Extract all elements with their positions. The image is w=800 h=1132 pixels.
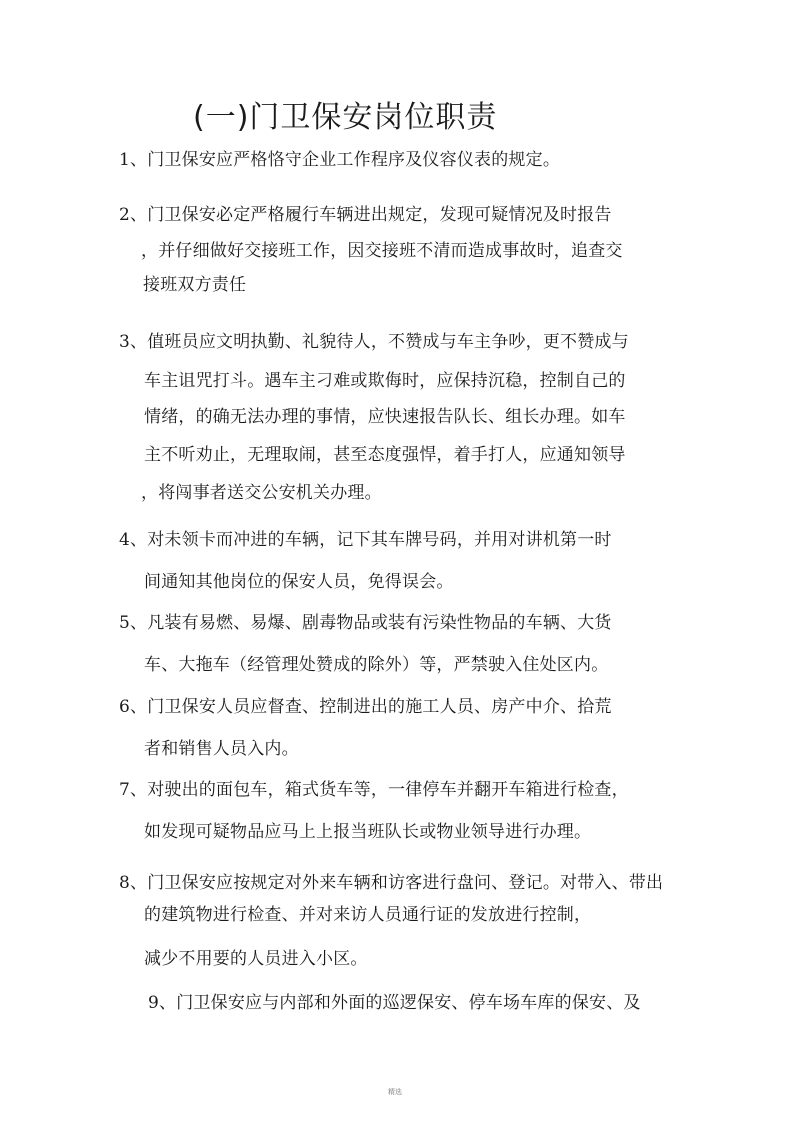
item-4-line-1: 4、对未领卡而冲进的车辆，记下其车牌号码，并用对讲机第一时 (119, 530, 612, 550)
document-title: (一)门卫保安岗位职责 (193, 100, 498, 135)
item-3-line-4: 主不听劝止，无理取闹，甚至态度强悍，着手打人，应通知领导 (144, 445, 626, 465)
item-7-line-1: 7、对驶出的面包车，箱式货车等，一律停车并翻开车箱进行检查， (119, 780, 629, 800)
item-4-line-2: 间通知其他岗位的保安人员，免得误会。 (144, 572, 454, 592)
item-3-line-5: ，将闯事者送交公安机关办理。 (141, 483, 382, 503)
item-5-line-1: 5、凡装有易燃、易爆、剧毒物品或装有污染性物品的车辆、大货 (119, 613, 612, 633)
item-8-line-2: 的建筑物进行检查、并对来访人员通行证的发放进行控制， (144, 905, 592, 925)
item-8-line-1: 8、门卫保安应按规定对外来车辆和访客进行盘问、登记。对带入、带出 (119, 873, 664, 893)
item-9-line-1: 9、门卫保安应与内部和外面的巡逻保安、停车场车库的保安、及 (148, 993, 641, 1013)
item-5-line-2: 车、大拖车（经管理处赞成的除外）等，严禁驶入住处区内。 (144, 655, 609, 675)
item-2-line-2: ，并仔细做好交接班工作，因交接班不清而造成事故时，追查交 (141, 241, 623, 261)
item-2-line-1: 2、门卫保安必定严格履行车辆进出规定，发现可疑情况及时报告 (119, 205, 612, 225)
item-3-line-1: 3、值班员应文明执勤、礼貌待人，不赞成与车主争吵，更不赞成与 (119, 332, 629, 352)
item-1-line-1: 1、门卫保安应严格恪守企业工作程序及仪容仪表的规定。 (119, 150, 561, 170)
item-7-line-2: 如发现可疑物品应马上上报当班队长或物业领导进行办理。 (144, 822, 592, 842)
item-3-line-3: 情绪，的确无法办理的事情，应快速报告队长、组长办理。如车 (144, 407, 626, 427)
item-8-line-3: 减少不用要的人员进入小区。 (144, 949, 368, 969)
item-6-line-1: 6、门卫保安人员应督查、控制进出的施工人员、房产中介、拾荒 (119, 697, 612, 717)
item-6-line-2: 者和销售人员入内。 (144, 739, 299, 759)
item-2-line-3: 接班双方责任 (143, 275, 247, 295)
page-footer: 精选 (388, 1088, 402, 1096)
item-3-line-2: 车主诅咒打斗。遇车主刁难或欺侮时，应保持沉稳，控制自己的 (144, 371, 626, 391)
